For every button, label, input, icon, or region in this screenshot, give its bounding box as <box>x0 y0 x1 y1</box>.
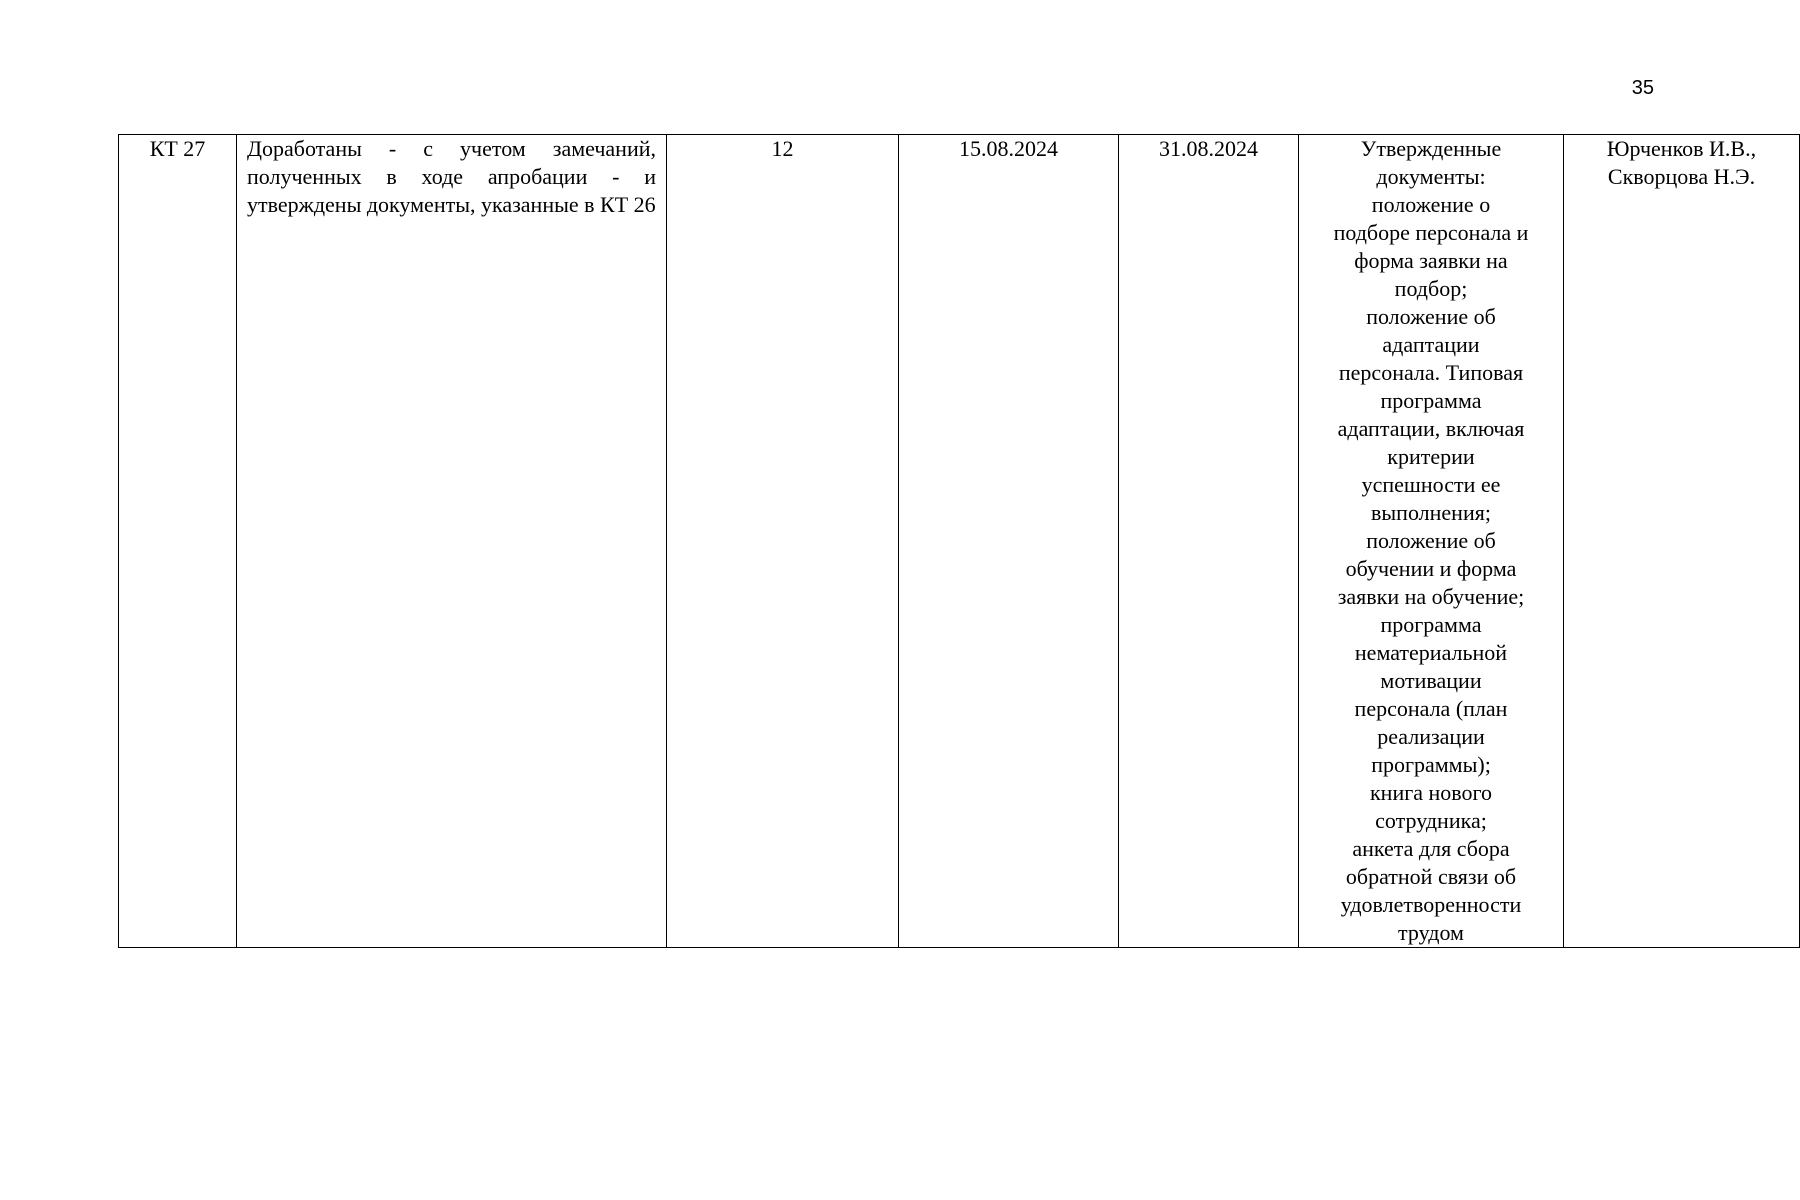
checkpoint-code-cell: КТ 27 <box>119 135 237 948</box>
page-number: 35 <box>1631 77 1654 99</box>
checkpoint-number-cell: 12 <box>667 135 899 948</box>
result-line: подборе персонала и <box>1333 220 1529 245</box>
result-line: выполнения; <box>1371 500 1491 525</box>
responsible-cell <box>1564 135 1800 948</box>
responsible-line: Юрченков И.В., <box>1606 136 1757 161</box>
responsible-line: Скворцова Н.Э. <box>1607 164 1756 189</box>
start-date-cell: 15.08.2024 <box>899 135 1119 948</box>
result-line: положение об <box>1366 528 1496 553</box>
end-date-cell: 31.08.2024 <box>1119 135 1299 948</box>
result-line: персонала. Типовая <box>1338 360 1524 385</box>
result-line: книга нового <box>1369 780 1492 805</box>
result-line: положение о <box>1371 192 1491 217</box>
result-line: анкета для сбора <box>1352 836 1510 861</box>
result-cell <box>1299 135 1564 948</box>
result-line: программа <box>1380 612 1482 637</box>
result-line: удовлетворенности <box>1340 892 1522 917</box>
result-line: положение об <box>1366 304 1496 329</box>
result-line: обучении и форма <box>1345 556 1517 581</box>
result-line: персонала (план <box>1354 696 1508 721</box>
result-line: обратной связи об <box>1345 864 1517 889</box>
result-line: адаптации <box>1382 332 1480 357</box>
result-line: программы); <box>1371 752 1491 777</box>
result-line: программа <box>1380 388 1482 413</box>
result-line: адаптации, включая <box>1337 416 1525 441</box>
result-line: трудом <box>1398 920 1464 945</box>
result-line: заявки на обучение; <box>1337 584 1525 609</box>
checkpoint-description-cell: Доработаны - с учетом замечаний, полученных в ходе апробации - и утверждены документы, указанные в КТ 26 <box>237 135 667 948</box>
result-line: критерии <box>1387 444 1475 469</box>
table-row <box>119 135 1800 948</box>
result-line: нематериальной <box>1354 640 1508 665</box>
checkpoint-table <box>118 134 1800 948</box>
result-line: форма заявки на <box>1354 248 1508 273</box>
result-line: успешности ее <box>1361 472 1501 497</box>
result-line: подбор; <box>1394 276 1468 301</box>
result-line: сотрудника; <box>1375 808 1487 833</box>
result-line: мотивации <box>1380 668 1482 693</box>
result-line: Утвержденные <box>1360 136 1502 161</box>
result-line: документы: <box>1376 164 1486 189</box>
result-line: реализации <box>1377 724 1485 749</box>
